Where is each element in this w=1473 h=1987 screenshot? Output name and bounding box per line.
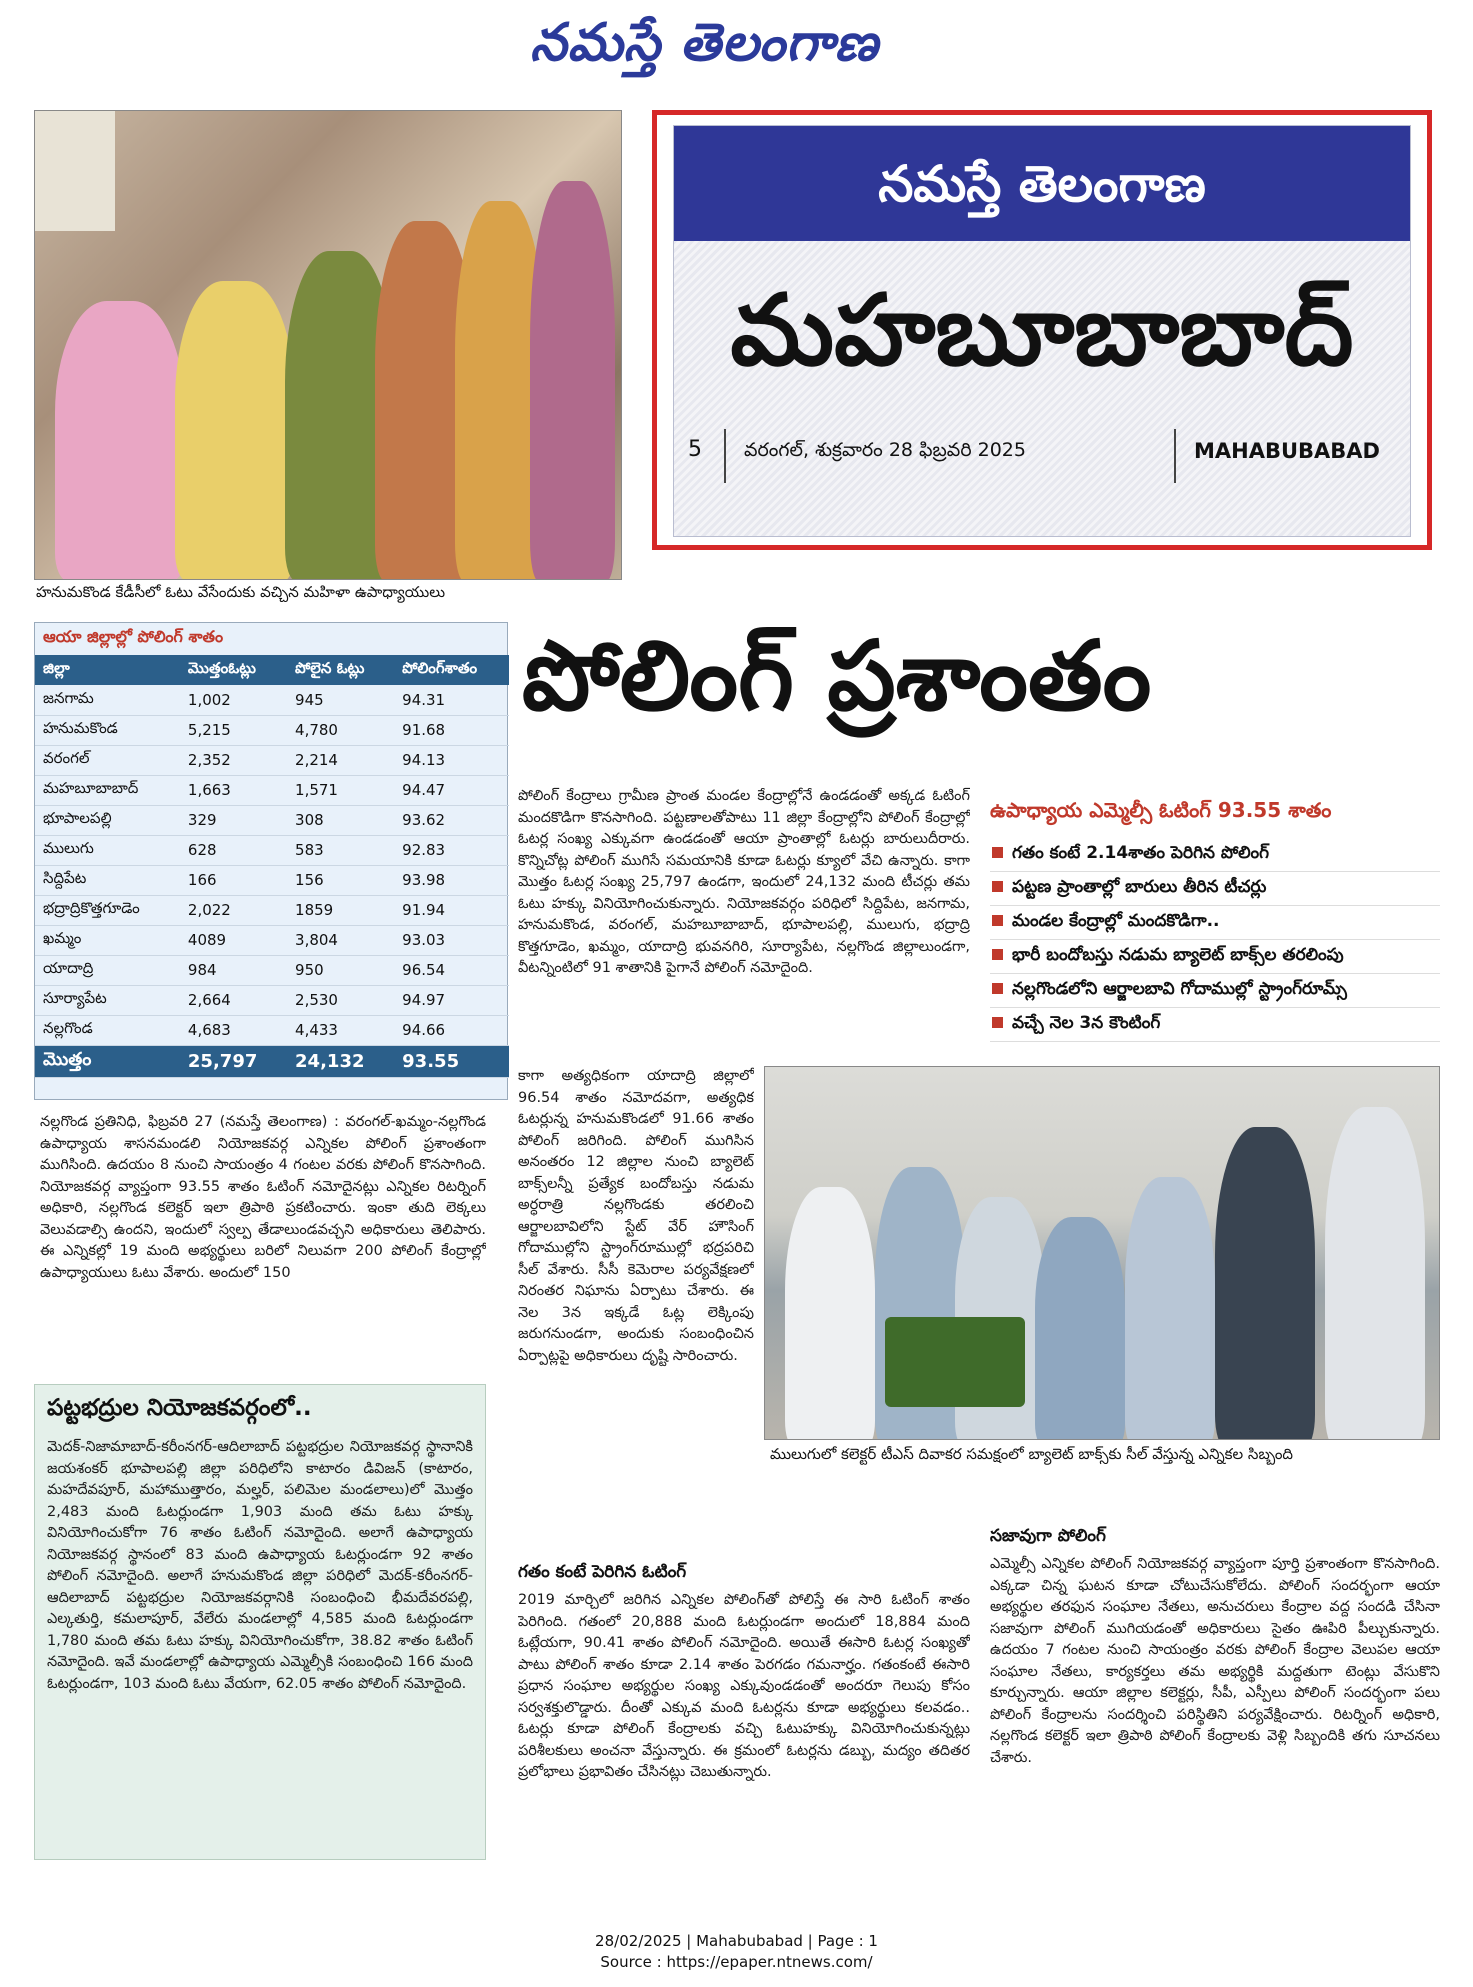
table-row: హనుమకొండ 5,215 4,780 91.68 [35, 715, 509, 745]
main-headline: పోలింగ్ ప్రశాంతం [522, 620, 1152, 732]
table-row: ములుగు 628 583 92.83 [35, 835, 509, 865]
footer-page-info: 28/02/2025 | Mahabubabad | Page : 1 [595, 1932, 878, 1950]
brand-logo-top: నమస్తే తెలంగాణ [530, 12, 879, 73]
table-title: ఆయా జిల్లాల్లో పోలింగ్ శాతం [43, 627, 224, 646]
col-header-polled-votes: పోలైన ఓట్లు [287, 655, 394, 685]
table-row: భూపాలపల్లి 329 308 93.62 [35, 805, 509, 835]
table-row: వరంగల్ 2,352 2,214 94.13 [35, 745, 509, 775]
highlight-item: గతం కంటే 2.14శాతం పెరిగిన పోలింగ్ [990, 838, 1440, 872]
masthead-brand: నమస్తే తెలంగాణ [674, 126, 1410, 241]
section-increase-text: 2019 మార్చిలో జరిగిన ఎన్నికల పోలింగ్‌తో పోలిస్తే ఈ సారి ఓటింగ్ శాతం పెరిగింది. గతంలో 20,888 మంది ఓటర్లుండగా అందులో 18,884 మంది ఓట్లేయగా, 90.41 శాతం పోలింగ్ నమోదైంది. అయితే ఈసారి ఓటర్ల సంఖ్యతో పాటు పోలింగ్ శాతం కూడా 2.14 శాతం పెరగడం గమనార్హం. గతంకంటే ఈసారి ప్రధాన సంఘాల అభ్యర్థుల సంఖ్య ఎక్కువుండడంతో అందరూ గెలుపు కోసం సర్వశక్తులొడ్డారు. దీంతో ఎక్కువ మంది ఓటర్లను కూడా అభ్యర్థులు కలవడం.. ఓటర్లు కూడా పోలింగ్ కేంద్రాలకు వచ్చి ఓటుహక్కు వినియోగించుకున్నట్లు పరిశీలకులు అంచనా వేస్తున్నారు. ఈ క్రమంలో ఓటర్లను డబ్బు, మద్యం తదితర ప్రలోభాలు ప్రభావితం చేసినట్లు చెబుతున్నారు. [518, 1592, 970, 1780]
col-header-district: జిల్లా [35, 655, 180, 685]
col-header-total-votes: మొత్తంఓట్లు [180, 655, 287, 685]
highlight-item: నల్లగొండలోని ఆర్జాలబావి గోదాముల్లో స్ట్రాంగ్‌రూమ్స్ [990, 974, 1440, 1008]
narrow-article-text: కాగా అత్యధికంగా యాదాద్రి జిల్లాలో 96.54 శాతం నమోదవగా, అత్యధిక ఓటర్లున్న హనుమకొండలో 91.66 శాతం పోలింగ్ జరిగింది. పోలింగ్ ముగిసిన అనంతరం 12 జిల్లాల నుంచి బ్యాలెట్ బాక్స్‌లన్నీ ప్రత్యేక బందోబస్తు నడుమ అర్ధరాత్రి నల్లగొండకు తరలించి ఆర్జాలబావిలోని స్టేట్ వేర్ హౌసింగ్ గోదాముల్లోని స్ట్రాంగ్‌రూముల్లో భద్రపరిచి సీల్ వేశారు. సీసీ కెమెరాల పర్యవేక్షణలో నిరంతర నిఘాను ఏర్పాటు చేశారు. ఈ నెల 3న ఇక్కడే ఓట్ల లెక్కింపు జరుగనుండగా, అందుకు సంబంధించిన ఏర్పాట్లపై అధికారులు దృష్టి సారించారు. [518, 1068, 754, 1364]
section-smooth-text: ఎమ్మెల్సీ ఎన్నికల పోలింగ్ నియోజకవర్గ వ్యాప్తంగా పూర్తి ప్రశాంతంగా కొనసాగింది. ఎక్కడా చిన్న ఘటన కూడా చోటుచేసుకోలేదు. పోలింగ్ సందర్భంగా ఆయా అభ్యర్థుల తరఫున సంఘాల నేతలు, అనుచరులు కేంద్రాల వద్ద సందడి చేసినా సజావుగా పోలింగ్ ముగియడంతో అధికారులు సైతం ఊపిరి పీల్చుకున్నారు. ఉదయం 7 గంటల నుంచి సాయంత్రం వరకు పోలింగ్ కేంద్రాల వెలుపల ఆయా సంఘాల నేతలు, కార్యకర్తలు తమ అభ్యర్థికి మద్దతుగా టెంట్లు వేసుకొని కూర్చున్నారు. ఆయా జిల్లాల కలెక్టర్లు, సీపీ, ఎస్పీలు పోలింగ్ సందర్భంగా పలు పోలింగ్ కేంద్రాలను సందర్శించి పరిస్థితిని పర్యవేక్షించారు. రిటర్నింగ్ అధికారి, నల్లగొండ కలెక్టర్ ఇలా త్రిపాఠి పోలింగ్ కేంద్రాలకు వెళ్లి సిబ్బందికి తగు సూచనలు చేశారు. [990, 1556, 1440, 1766]
graduates-constituency-box [34, 1384, 486, 1860]
dateline: వరంగల్, శుక్రవారం 28 ఫిబ్రవరి 2025 [744, 439, 1026, 461]
table-total-row: మొత్తం 25,797 24,132 93.55 [35, 1045, 509, 1077]
table-row: మహబూబాబాద్ 1,663 1,571 94.47 [35, 775, 509, 805]
photo-ballot-box-sealing [764, 1066, 1440, 1440]
photo-women-teachers-queue [34, 110, 622, 580]
middle-article-text: పోలింగ్ కేంద్రాలు గ్రామీణ ప్రాంత మండల కేంద్రాల్లోనే ఉండడంతో అక్కడ ఓటింగ్ మందకొడిగా కొనసాగింది. పట్టణాలతోపాటు 11 జిల్లా కేంద్రాల్లోని పోలింగ్ కేంద్రాల్లో ఓటర్ల సంఖ్య ఎక్కువగా ఉండడంతో ఆయా ప్రాంతాల్లో ఓటర్లు బారులుదీరారు. కొన్నిచోట్ల పోలింగ్ ముగిసే సమయానికి కూడా ఓటర్లు క్యూలో వేచి ఉన్నారు. కాగా మొత్తం ఓటర్ల సంఖ్య 25,797 ఉండగా, ఇందులో 24,132 మంది టీచర్లు తమ ఓటు హక్కు వినియోగించుకున్నారు. నియోజకవర్గం పరిధిలో సిద్దిపేట, జనగామ, హనుమకొండ, వరంగల్, మహబూబాబాద్, భూపాలపల్లి, ములుగు, భద్రాద్రి కొత్తగూడెం, ఖమ్మం, యాదాద్రి భువనగిరి, సూర్యాపేట, నల్లగొండ జిల్లాలుండగా, వీటన్నింటిలో 91 శాతానికి పైగానే పోలింగ్ నమోదైంది. [518, 788, 970, 976]
side-box-text: మెదక్-నిజామాబాద్-కరీంనగర్-ఆదిలాబాద్ పట్టభద్రుల నియోజకవర్గ స్థానానికి జయశంకర్ భూపాలపల్లి జిల్లా పరిధిలోని కాటారం డివిజన్ (కాటారం, మహదేవపూర్, మహాముత్తారం, మల్హర్, పలిమెల మండలాలు)లో మొత్తం 2,483 మంది ఓటర్లుండగా 1,903 మంది తమ ఓటు హక్కు వినియోగించుకోగా 76 శాతం ఓటింగ్ నమోదైంది. అలాగే ఉపాధ్యాయ నియోజకవర్గ స్థానంలో 83 మంది ఉపాధ్యాయ ఓటర్లుండగా 92 శాతం పోలింగ్ నమోదైంది. అలాగే హనుమకొండ జిల్లా పరిధిలో మెదక్-కరీంనగర్-ఆదిలాబాద్ పట్టభద్రుల నియోజకవర్గానికి సంబంధించి భీమదేవరపల్లి, ఎల్కతుర్తి, కమలాపూర్, వేలేరు మండలాల్లో 4,585 మంది ఓటర్లుండగా 1,780 మంది తమ ఓటు హక్కు వినియోగించుకోగా, 38.82 శాతం ఓటింగ్ నమోదైంది. ఇవే మండలాల్లో ఉపాధ్యాయ ఎమ్మెల్సీకి సంబంధించి 166 మంది ఓటర్లుండగా, 103 మంది ఓటు వేయగా, 62.05 శాతం పోలింగ్ నమోదైంది. [47, 1439, 473, 1692]
page-number: 5 [688, 437, 702, 462]
edition-title: మహబూబాబాద్ [730, 274, 1354, 388]
highlight-item: పట్టణ ప్రాంతాల్లో బారులు తీరిన టీచర్లు [990, 872, 1440, 906]
highlight-item: భారీ బందోబస్తు నడుమ బ్యాలెట్ బాక్స్‌ల తరలింపు [990, 940, 1440, 974]
photo-left-caption: హనుమకొండ కేడీసీలో ఓటు వేసేందుకు వచ్చిన మహిళా ఉపాధ్యాయులు [36, 583, 446, 601]
col-header-percentage: పోలింగ్‌శాతం [394, 655, 509, 685]
highlights-heading: ఉపాధ్యాయ ఎమ్మెల్సీ ఓటింగ్ 93.55 శాతం [990, 798, 1332, 822]
table-row: సూర్యాపేట 2,664 2,530 94.97 [35, 985, 509, 1015]
polling-percentage-table [34, 622, 508, 1100]
highlight-item: వచ్చే నెల 3న కౌంటింగ్ [990, 1008, 1440, 1042]
lead-paragraph: నల్లగొండ ప్రతినిధి, ఫిబ్రవరి 27 (నమస్తే తెలంగాణ) : వరంగల్-ఖమ్మం-నల్లగొండ ఉపాధ్యాయ శాసనమండలి నియోజకవర్గ ఎన్నికల పోలింగ్ ప్రశాంతంగా ముగిసింది. ఉదయం 8 నుంచి సాయంత్రం 4 గంటల వరకు పోలింగ్ కొనసాగింది. నియోజకవర్గ వ్యాప్తంగా 93.55 శాతం ఓటింగ్ నమోదైనట్లు ఎన్నికల రిటర్నింగ్ అధికారి, నల్లగొండ కలెక్టర్ ఇలా త్రిపాఠి ప్రకటించారు. ఇంకా తుది లెక్కలు వెలువడాల్సి ఉందని, ఇందులో స్వల్ప తేడాలుండవచ్చని అధికారులు తెలిపారు. ఈ ఎన్నికల్లో 19 మంది అభ్యర్థులు బరిలో నిలువగా 200 పోలింగ్ కేంద్రాల్లో ఉపాధ్యాయులు ఓటు వేశారు. అందులో 150 [40, 1114, 486, 1281]
footer-source-link[interactable]: Source : https://epaper.ntnews.com/ [600, 1953, 873, 1971]
photo-mid-caption: ములుగులో కలెక్టర్ టీఎస్ దివాకర సమక్షంలో బ్యాలెట్ బాక్స్‌కు సీల్ వేస్తున్న ఎన్నికల సిబ్బంది [770, 1445, 1294, 1463]
side-box-heading: పట్టభద్రుల నియోజకవర్గంలో.. [47, 1395, 312, 1421]
section-smooth-heading: సజావుగా పోలింగ్ [990, 1526, 1106, 1546]
table-row: భద్రాద్రికొత్తగూడెం 2,022 1859 91.94 [35, 895, 509, 925]
edition-name-en: MAHABUBABAD [1194, 439, 1380, 463]
table-row: సిద్దిపేట 166 156 93.98 [35, 865, 509, 895]
table-row: యాదాద్రి 984 950 96.54 [35, 955, 509, 985]
section-increase-heading: గతం కంటే పెరిగిన ఓటింగ్ [518, 1562, 687, 1582]
highlights-list [990, 838, 1440, 1058]
highlight-item: మండల కేంద్రాల్లో మందకొడిగా.. [990, 906, 1440, 940]
masthead-box [652, 110, 1432, 550]
table-row: నల్లగొండ 4,683 4,433 94.66 [35, 1015, 509, 1045]
table-row: జనగామ 1,002 945 94.31 [35, 685, 509, 715]
table-row: ఖమ్మం 4089 3,804 93.03 [35, 925, 509, 955]
